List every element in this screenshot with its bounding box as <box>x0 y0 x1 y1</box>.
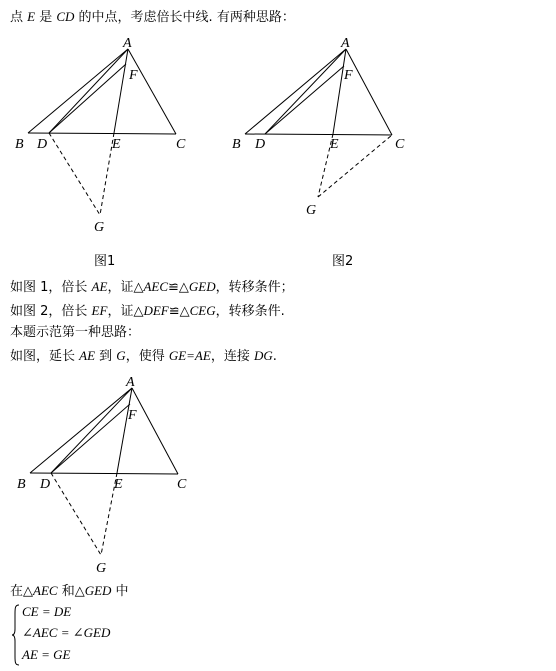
figure-1-caption: 图1 <box>94 254 116 269</box>
segment-ac <box>346 49 392 135</box>
text: 如图，延长 <box>10 349 80 364</box>
label-b: B <box>15 137 24 152</box>
proof-intro-line <box>10 582 129 601</box>
text: 和△ <box>57 584 85 599</box>
text: ，转移条件； <box>215 280 294 295</box>
label-g: G <box>94 220 105 235</box>
triangle-ref: GED <box>84 583 112 598</box>
label-a: A <box>123 36 132 51</box>
text: ，连接 <box>210 349 254 364</box>
segment-df <box>51 404 130 473</box>
label-d: D <box>255 137 266 152</box>
method-1-line <box>10 278 294 297</box>
label-b: B <box>232 137 241 152</box>
figure-2-caption: 图2 <box>332 254 354 269</box>
triangle-ref: CEG <box>189 303 216 318</box>
segment-bc <box>30 473 178 474</box>
demo-heading: 本题示范第一种思路： <box>10 325 141 340</box>
label-g: G <box>96 561 107 576</box>
segment-ref: EF <box>91 303 108 318</box>
equation-ref: GE=AE <box>168 348 211 363</box>
label-e: E <box>112 137 121 152</box>
equation-line: AE = GE <box>22 647 71 662</box>
segment-ab <box>245 49 346 134</box>
segment-da <box>265 49 346 134</box>
intro-text: 是 <box>35 10 57 25</box>
equation-line: ∠AEC = ∠GED <box>22 625 111 640</box>
text: 在△ <box>10 584 33 599</box>
segment-df <box>265 66 344 134</box>
segment-bc <box>245 134 392 135</box>
triangle-ref: AEC <box>33 583 58 598</box>
label-c: C <box>395 137 405 152</box>
point-e-ref: E <box>27 9 36 24</box>
text: ≌△ <box>168 304 190 319</box>
segment-ref: AE <box>79 348 96 363</box>
text: ，转移条件. <box>215 304 285 319</box>
text: . <box>272 349 277 364</box>
label-f: F <box>128 408 137 423</box>
segment-dg-dashed <box>51 473 101 555</box>
segment-bc <box>28 133 176 134</box>
text: 如图 1，倍长 <box>10 280 92 295</box>
left-brace <box>12 604 20 666</box>
segment-ref: AE <box>91 279 108 294</box>
method-2-line <box>10 302 285 321</box>
label-d: D <box>40 477 51 492</box>
segment-ab <box>30 388 132 473</box>
label-c: C <box>177 477 187 492</box>
label-e: E <box>114 477 123 492</box>
segment-cd-ref: CD <box>56 9 75 24</box>
figure-3 <box>0 370 230 580</box>
label-d: D <box>37 137 48 152</box>
segment-da <box>51 388 132 473</box>
triangle-ref: GED <box>188 279 216 294</box>
intro-text: 的中点，考虑倍长中线. 有两种思路： <box>74 10 295 25</box>
segment-dg-dashed <box>49 133 100 215</box>
label-g: G <box>306 203 317 218</box>
intro-text: 点 <box>10 10 28 25</box>
triangle-ref: AEC <box>143 279 168 294</box>
text: ，证△ <box>107 280 144 295</box>
segment-ab <box>28 49 128 133</box>
text: ，使得 <box>125 349 169 364</box>
segment-ref: DG <box>253 348 273 363</box>
intro-line <box>10 8 295 27</box>
figure-2 <box>225 30 425 230</box>
text: ，证△ <box>107 304 144 319</box>
label-c: C <box>176 137 186 152</box>
text: 如图 2，倍长 <box>10 304 92 319</box>
segment-df <box>49 64 126 133</box>
segment-ae <box>333 49 346 134</box>
segment-ac <box>132 388 178 474</box>
label-e: E <box>330 137 339 152</box>
text: 到 <box>95 349 117 364</box>
label-b: B <box>17 477 26 492</box>
label-a: A <box>126 375 135 390</box>
triangle-ref: DEF <box>143 303 169 318</box>
figure-1 <box>0 30 230 240</box>
segment-ac <box>128 49 176 134</box>
point-ref: G <box>116 348 126 363</box>
text: ≌△ <box>168 280 189 295</box>
label-f: F <box>129 68 138 83</box>
label-a: A <box>341 36 350 51</box>
label-f: F <box>344 68 353 83</box>
construction-line <box>10 347 277 366</box>
equation-line: CE = DE <box>22 604 72 619</box>
text: 中 <box>111 584 129 599</box>
